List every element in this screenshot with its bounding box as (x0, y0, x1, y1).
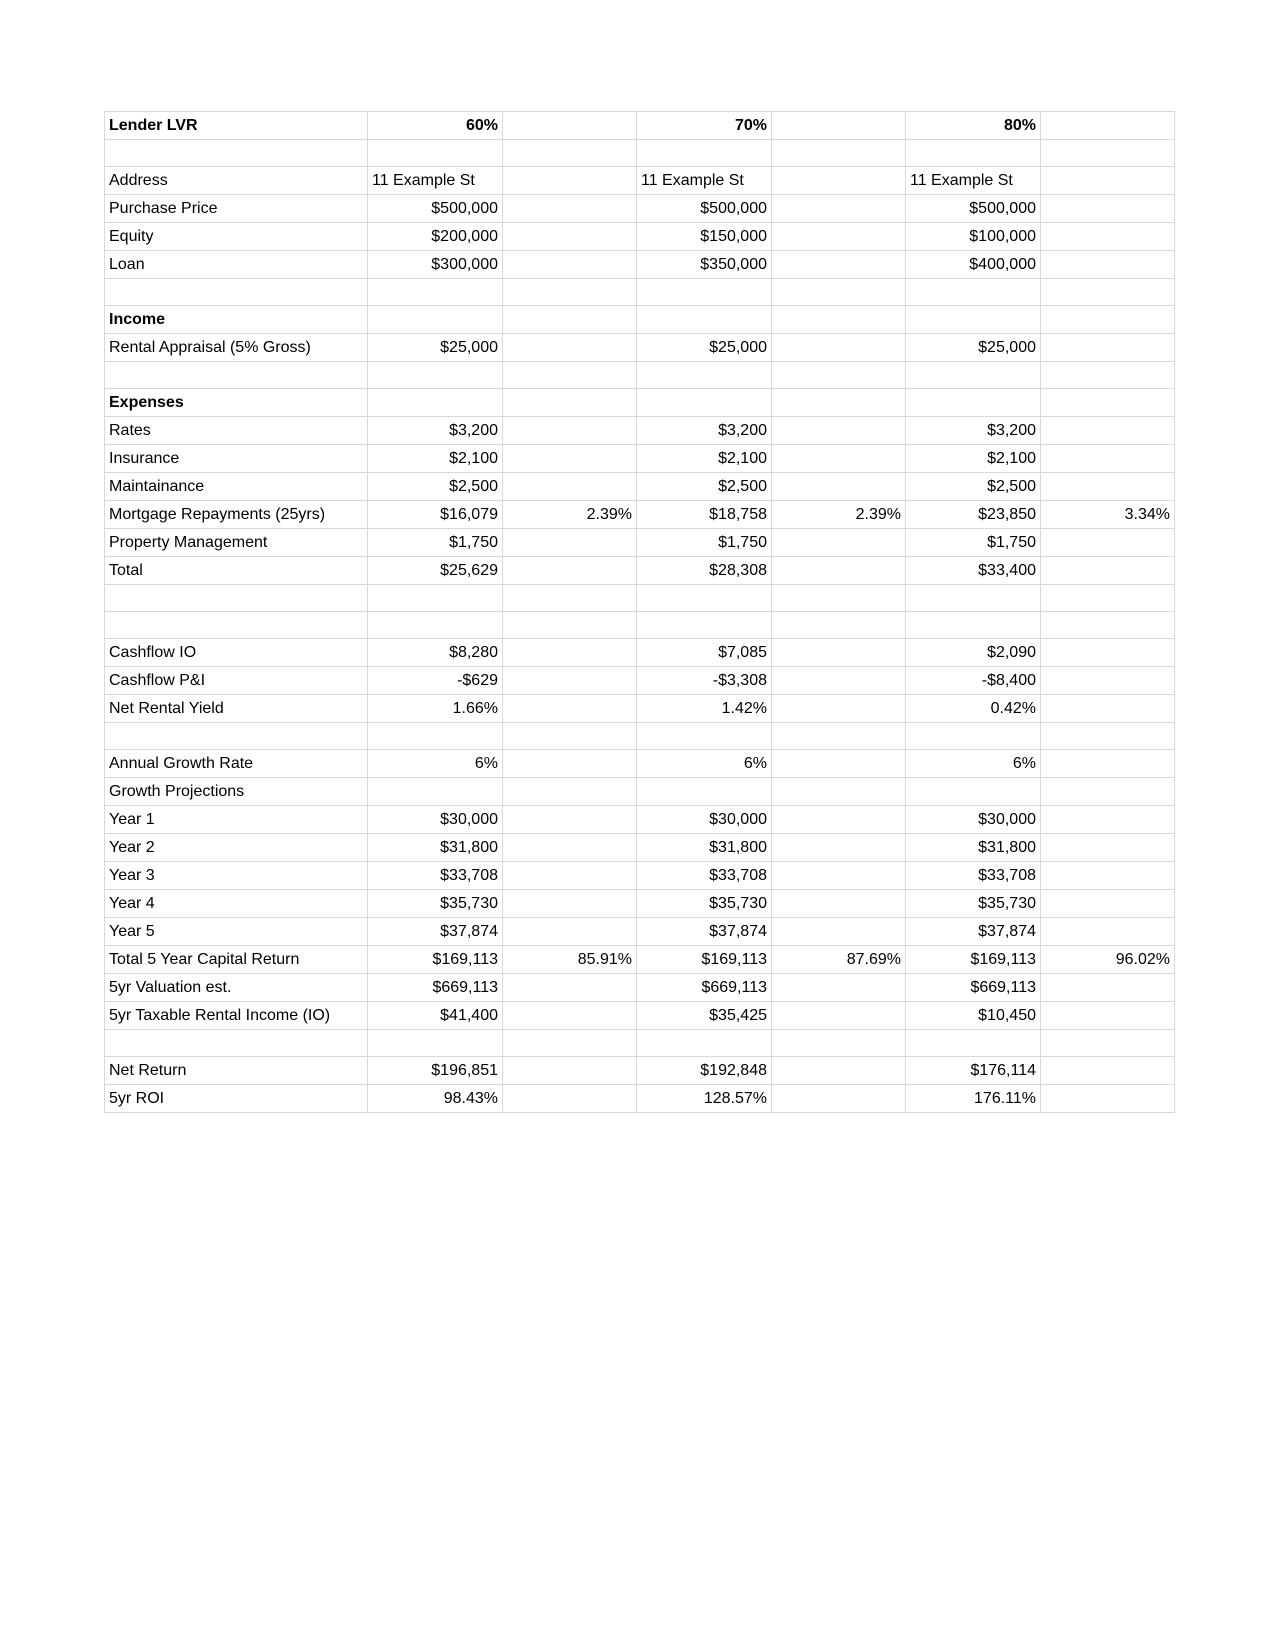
table-row (105, 862, 1175, 890)
value-cell[interactable] (772, 723, 906, 750)
row-label-cell[interactable]: Rental Appraisal (5% Gross) (105, 334, 368, 362)
value-cell[interactable]: 11 Example St (637, 167, 772, 195)
value-cell[interactable] (503, 473, 637, 501)
value-cell[interactable]: 11 Example St (368, 167, 503, 195)
value-cell[interactable] (368, 140, 503, 167)
value-cell[interactable]: $200,000 (368, 223, 503, 251)
value-cell[interactable]: $350,000 (637, 251, 772, 279)
value-cell[interactable] (1041, 195, 1175, 223)
value-cell[interactable]: $1,750 (368, 529, 503, 557)
row-label-cell[interactable]: Expenses (105, 389, 368, 417)
value-cell[interactable] (772, 750, 906, 778)
value-cell[interactable] (906, 778, 1041, 806)
value-cell[interactable]: $25,000 (637, 334, 772, 362)
value-cell[interactable]: $169,113 (906, 946, 1041, 974)
row-label-cell[interactable]: Maintainance (105, 473, 368, 501)
table-row (105, 279, 1175, 306)
table-row (105, 223, 1175, 251)
table-row (105, 723, 1175, 750)
row-label-cell[interactable]: Year 2 (105, 834, 368, 862)
value-cell[interactable] (1041, 667, 1175, 695)
value-cell[interactable]: -$8,400 (906, 667, 1041, 695)
value-cell[interactable] (637, 585, 772, 612)
value-cell[interactable]: 85.91% (503, 946, 637, 974)
table-row (105, 806, 1175, 834)
value-cell[interactable] (503, 750, 637, 778)
value-cell[interactable]: $33,708 (368, 862, 503, 890)
value-cell[interactable]: 0.42% (906, 695, 1041, 723)
row-label-cell[interactable]: Net Return (105, 1057, 368, 1085)
value-cell[interactable]: $169,113 (637, 946, 772, 974)
row-label-cell[interactable]: 5yr ROI (105, 1085, 368, 1113)
table-row (105, 362, 1175, 389)
row-label-cell[interactable] (105, 585, 368, 612)
table-row (105, 974, 1175, 1002)
value-cell[interactable]: $2,500 (368, 473, 503, 501)
row-label-cell[interactable]: Insurance (105, 445, 368, 473)
value-cell[interactable]: $1,750 (906, 529, 1041, 557)
value-cell[interactable] (1041, 557, 1175, 585)
value-cell[interactable] (772, 1057, 906, 1085)
value-cell[interactable] (503, 585, 637, 612)
table-row (105, 585, 1175, 612)
value-cell[interactable] (1041, 1057, 1175, 1085)
value-cell[interactable] (1041, 167, 1175, 195)
value-cell[interactable]: $37,874 (637, 918, 772, 946)
value-cell[interactable] (503, 1085, 637, 1113)
value-cell[interactable] (503, 862, 637, 890)
value-cell[interactable] (1041, 1085, 1175, 1113)
value-cell[interactable]: $2,100 (637, 445, 772, 473)
table-row (105, 946, 1175, 974)
value-cell[interactable]: $33,400 (906, 557, 1041, 585)
value-cell[interactable] (772, 195, 906, 223)
table-row (105, 251, 1175, 279)
value-cell[interactable] (503, 557, 637, 585)
value-cell[interactable]: $196,851 (368, 1057, 503, 1085)
value-cell[interactable] (772, 695, 906, 723)
row-label-cell[interactable]: Growth Projections (105, 778, 368, 806)
value-cell[interactable] (1041, 918, 1175, 946)
value-cell[interactable] (772, 806, 906, 834)
value-cell[interactable]: $35,730 (906, 890, 1041, 918)
value-cell[interactable] (772, 974, 906, 1002)
value-cell[interactable] (1041, 585, 1175, 612)
value-cell[interactable] (772, 223, 906, 251)
value-cell[interactable]: $150,000 (637, 223, 772, 251)
value-cell[interactable] (503, 974, 637, 1002)
row-label-cell[interactable]: Total (105, 557, 368, 585)
table-row (105, 695, 1175, 723)
value-cell[interactable]: $37,874 (906, 918, 1041, 946)
value-cell[interactable]: 60% (368, 112, 503, 140)
value-cell[interactable]: $500,000 (906, 195, 1041, 223)
table-row (105, 195, 1175, 223)
value-cell[interactable] (368, 306, 503, 334)
value-cell[interactable]: $2,100 (368, 445, 503, 473)
value-cell[interactable] (503, 306, 637, 334)
value-cell[interactable] (772, 112, 906, 140)
value-cell[interactable] (1041, 223, 1175, 251)
value-cell[interactable] (503, 695, 637, 723)
value-cell[interactable] (772, 306, 906, 334)
table-row (105, 890, 1175, 918)
value-cell[interactable]: $35,425 (637, 1002, 772, 1030)
value-cell[interactable] (503, 279, 637, 306)
row-label-cell[interactable] (105, 140, 368, 167)
value-cell[interactable]: $25,629 (368, 557, 503, 585)
value-cell[interactable]: 176.11% (906, 1085, 1041, 1113)
value-cell[interactable]: $500,000 (637, 195, 772, 223)
value-cell[interactable] (1041, 612, 1175, 639)
value-cell[interactable] (368, 389, 503, 417)
value-cell[interactable] (772, 890, 906, 918)
value-cell[interactable]: 6% (637, 750, 772, 778)
value-cell[interactable]: $8,280 (368, 639, 503, 667)
value-cell[interactable] (906, 306, 1041, 334)
table-row (105, 1030, 1175, 1057)
value-cell[interactable]: $10,450 (906, 1002, 1041, 1030)
table-row (105, 140, 1175, 167)
value-cell[interactable] (1041, 862, 1175, 890)
value-cell[interactable]: $300,000 (368, 251, 503, 279)
value-cell[interactable] (906, 585, 1041, 612)
table-row (105, 639, 1175, 667)
value-cell[interactable]: 87.69% (772, 946, 906, 974)
table-row (105, 334, 1175, 362)
value-cell[interactable] (772, 585, 906, 612)
table-row (105, 834, 1175, 862)
value-cell[interactable]: $18,758 (637, 501, 772, 529)
value-cell[interactable] (1041, 1030, 1175, 1057)
row-label-cell[interactable]: Loan (105, 251, 368, 279)
value-cell[interactable] (503, 1057, 637, 1085)
value-cell[interactable] (1041, 806, 1175, 834)
value-cell[interactable]: $31,800 (368, 834, 503, 862)
row-label-cell[interactable]: Rates (105, 417, 368, 445)
value-cell[interactable]: 96.02% (1041, 946, 1175, 974)
value-cell[interactable] (772, 389, 906, 417)
value-cell[interactable] (906, 723, 1041, 750)
value-cell[interactable]: 11 Example St (906, 167, 1041, 195)
value-cell[interactable]: 80% (906, 112, 1041, 140)
row-label-cell[interactable]: Income (105, 306, 368, 334)
value-cell[interactable] (772, 251, 906, 279)
value-cell[interactable] (368, 279, 503, 306)
row-label-cell[interactable]: Year 5 (105, 918, 368, 946)
value-cell[interactable] (1041, 279, 1175, 306)
row-label-cell[interactable]: Address (105, 167, 368, 195)
table-row (105, 306, 1175, 334)
table-row (105, 417, 1175, 445)
value-cell[interactable] (503, 890, 637, 918)
row-label-cell[interactable]: Cashflow IO (105, 639, 368, 667)
value-cell[interactable]: -$629 (368, 667, 503, 695)
value-cell[interactable]: $669,113 (637, 974, 772, 1002)
table-row (105, 167, 1175, 195)
value-cell[interactable] (503, 251, 637, 279)
value-cell[interactable] (1041, 639, 1175, 667)
value-cell[interactable] (503, 167, 637, 195)
spreadsheet-table (104, 111, 1175, 1113)
value-cell[interactable] (906, 140, 1041, 167)
value-cell[interactable] (503, 639, 637, 667)
value-cell[interactable]: 2.39% (503, 501, 637, 529)
value-cell[interactable] (1041, 445, 1175, 473)
table-row (105, 667, 1175, 695)
value-cell[interactable] (1041, 473, 1175, 501)
value-cell[interactable] (772, 334, 906, 362)
value-cell[interactable] (368, 1030, 503, 1057)
value-cell[interactable] (503, 667, 637, 695)
value-cell[interactable]: $2,500 (906, 473, 1041, 501)
value-cell[interactable] (772, 1030, 906, 1057)
value-cell[interactable] (637, 279, 772, 306)
value-cell[interactable] (772, 473, 906, 501)
value-cell[interactable]: 6% (368, 750, 503, 778)
table-row (105, 501, 1175, 529)
value-cell[interactable] (1041, 723, 1175, 750)
value-cell[interactable]: $3,200 (368, 417, 503, 445)
row-label-cell[interactable]: Annual Growth Rate (105, 750, 368, 778)
value-cell[interactable] (772, 918, 906, 946)
table-row (105, 112, 1175, 140)
value-cell[interactable]: 3.34% (1041, 501, 1175, 529)
value-cell[interactable] (503, 112, 637, 140)
value-cell[interactable]: $2,100 (906, 445, 1041, 473)
value-cell[interactable] (503, 389, 637, 417)
value-cell[interactable] (503, 918, 637, 946)
value-cell[interactable]: $2,500 (637, 473, 772, 501)
value-cell[interactable]: $3,200 (906, 417, 1041, 445)
value-cell[interactable] (906, 389, 1041, 417)
value-cell[interactable] (503, 417, 637, 445)
value-cell[interactable] (772, 778, 906, 806)
value-cell[interactable] (637, 723, 772, 750)
row-label-cell[interactable]: Mortgage Repayments (25yrs) (105, 501, 368, 529)
value-cell[interactable]: $100,000 (906, 223, 1041, 251)
value-cell[interactable] (772, 862, 906, 890)
row-label-cell[interactable] (105, 723, 368, 750)
table-row (105, 750, 1175, 778)
row-label-cell[interactable]: Year 4 (105, 890, 368, 918)
value-cell[interactable] (637, 362, 772, 389)
table-row (105, 445, 1175, 473)
value-cell[interactable]: 70% (637, 112, 772, 140)
value-cell[interactable] (1041, 695, 1175, 723)
value-cell[interactable] (772, 612, 906, 639)
value-cell[interactable] (906, 612, 1041, 639)
value-cell[interactable] (503, 612, 637, 639)
row-label-cell[interactable]: Cashflow P&I (105, 667, 368, 695)
value-cell[interactable] (368, 612, 503, 639)
row-label-cell[interactable]: Year 1 (105, 806, 368, 834)
value-cell[interactable]: 2.39% (772, 501, 906, 529)
value-cell[interactable] (368, 778, 503, 806)
value-cell[interactable] (1041, 890, 1175, 918)
value-cell[interactable]: $30,000 (368, 806, 503, 834)
value-cell[interactable] (1041, 140, 1175, 167)
row-label-cell[interactable] (105, 1030, 368, 1057)
table-row (105, 473, 1175, 501)
table-row (105, 612, 1175, 639)
row-label-cell[interactable] (105, 279, 368, 306)
value-cell[interactable] (906, 1030, 1041, 1057)
value-cell[interactable]: $35,730 (368, 890, 503, 918)
value-cell[interactable] (1041, 417, 1175, 445)
row-label-cell[interactable] (105, 612, 368, 639)
value-cell[interactable] (772, 140, 906, 167)
value-cell[interactable] (637, 778, 772, 806)
table-row (105, 529, 1175, 557)
value-cell[interactable] (772, 167, 906, 195)
value-cell[interactable] (772, 557, 906, 585)
value-cell[interactable] (637, 1030, 772, 1057)
row-label-cell[interactable]: 5yr Taxable Rental Income (IO) (105, 1002, 368, 1030)
value-cell[interactable] (637, 140, 772, 167)
row-label-cell[interactable]: Lender LVR (105, 112, 368, 140)
value-cell[interactable] (1041, 334, 1175, 362)
value-cell[interactable] (368, 723, 503, 750)
table-row (105, 1085, 1175, 1113)
value-cell[interactable] (1041, 1002, 1175, 1030)
value-cell[interactable]: 1.42% (637, 695, 772, 723)
value-cell[interactable] (1041, 389, 1175, 417)
row-label-cell[interactable]: Net Rental Yield (105, 695, 368, 723)
value-cell[interactable]: $3,200 (637, 417, 772, 445)
value-cell[interactable] (503, 362, 637, 389)
value-cell[interactable] (772, 1002, 906, 1030)
value-cell[interactable] (1041, 306, 1175, 334)
value-cell[interactable] (1041, 112, 1175, 140)
value-cell[interactable] (772, 639, 906, 667)
value-cell[interactable]: $400,000 (906, 251, 1041, 279)
value-cell[interactable]: $41,400 (368, 1002, 503, 1030)
value-cell[interactable]: $35,730 (637, 890, 772, 918)
value-cell[interactable] (772, 529, 906, 557)
value-cell[interactable] (772, 1085, 906, 1113)
value-cell[interactable] (503, 806, 637, 834)
value-cell[interactable] (503, 140, 637, 167)
row-label-cell[interactable]: Equity (105, 223, 368, 251)
value-cell[interactable] (906, 279, 1041, 306)
value-cell[interactable] (906, 362, 1041, 389)
value-cell[interactable] (503, 834, 637, 862)
row-label-cell[interactable]: Property Management (105, 529, 368, 557)
value-cell[interactable]: $30,000 (637, 806, 772, 834)
row-label-cell[interactable] (105, 362, 368, 389)
table-row (105, 1057, 1175, 1085)
value-cell[interactable] (503, 1002, 637, 1030)
value-cell[interactable] (637, 389, 772, 417)
value-cell[interactable]: $28,308 (637, 557, 772, 585)
row-label-cell[interactable]: Year 3 (105, 862, 368, 890)
value-cell[interactable] (503, 223, 637, 251)
value-cell[interactable] (772, 834, 906, 862)
value-cell[interactable]: $37,874 (368, 918, 503, 946)
value-cell[interactable]: $33,708 (637, 862, 772, 890)
value-cell[interactable] (1041, 778, 1175, 806)
table-row (105, 557, 1175, 585)
value-cell[interactable] (1041, 750, 1175, 778)
value-cell[interactable] (503, 723, 637, 750)
table-row (105, 1002, 1175, 1030)
table-row (105, 389, 1175, 417)
value-cell[interactable]: $669,113 (906, 974, 1041, 1002)
value-cell[interactable] (1041, 362, 1175, 389)
spreadsheet-body (105, 112, 1175, 1113)
value-cell[interactable] (1041, 974, 1175, 1002)
value-cell[interactable]: $30,000 (906, 806, 1041, 834)
value-cell[interactable] (368, 585, 503, 612)
value-cell[interactable]: $1,750 (637, 529, 772, 557)
value-cell[interactable] (503, 529, 637, 557)
value-cell[interactable]: $25,000 (906, 334, 1041, 362)
value-cell[interactable]: $669,113 (368, 974, 503, 1002)
table-row (105, 918, 1175, 946)
value-cell[interactable] (772, 279, 906, 306)
value-cell[interactable] (637, 612, 772, 639)
value-cell[interactable]: $16,079 (368, 501, 503, 529)
table-row (105, 778, 1175, 806)
value-cell[interactable] (503, 445, 637, 473)
value-cell[interactable] (637, 306, 772, 334)
value-cell[interactable]: $192,848 (637, 1057, 772, 1085)
value-cell[interactable]: 1.66% (368, 695, 503, 723)
value-cell[interactable]: $2,090 (906, 639, 1041, 667)
value-cell[interactable] (368, 362, 503, 389)
row-label-cell[interactable]: Total 5 Year Capital Return (105, 946, 368, 974)
value-cell[interactable] (772, 445, 906, 473)
value-cell[interactable]: $25,000 (368, 334, 503, 362)
value-cell[interactable]: $169,113 (368, 946, 503, 974)
value-cell[interactable]: $31,800 (637, 834, 772, 862)
value-cell[interactable]: $7,085 (637, 639, 772, 667)
value-cell[interactable] (1041, 834, 1175, 862)
row-label-cell[interactable]: Purchase Price (105, 195, 368, 223)
value-cell[interactable]: $33,708 (906, 862, 1041, 890)
value-cell[interactable] (1041, 251, 1175, 279)
value-cell[interactable]: 98.43% (368, 1085, 503, 1113)
value-cell[interactable]: $500,000 (368, 195, 503, 223)
value-cell[interactable] (772, 362, 906, 389)
value-cell[interactable] (503, 1030, 637, 1057)
value-cell[interactable] (772, 667, 906, 695)
value-cell[interactable] (772, 417, 906, 445)
value-cell[interactable]: $23,850 (906, 501, 1041, 529)
value-cell[interactable]: $176,114 (906, 1057, 1041, 1085)
value-cell[interactable] (1041, 529, 1175, 557)
value-cell[interactable] (503, 334, 637, 362)
row-label-cell[interactable]: 5yr Valuation est. (105, 974, 368, 1002)
value-cell[interactable]: -$3,308 (637, 667, 772, 695)
value-cell[interactable] (503, 778, 637, 806)
value-cell[interactable]: 6% (906, 750, 1041, 778)
value-cell[interactable]: 128.57% (637, 1085, 772, 1113)
value-cell[interactable] (503, 195, 637, 223)
value-cell[interactable]: $31,800 (906, 834, 1041, 862)
